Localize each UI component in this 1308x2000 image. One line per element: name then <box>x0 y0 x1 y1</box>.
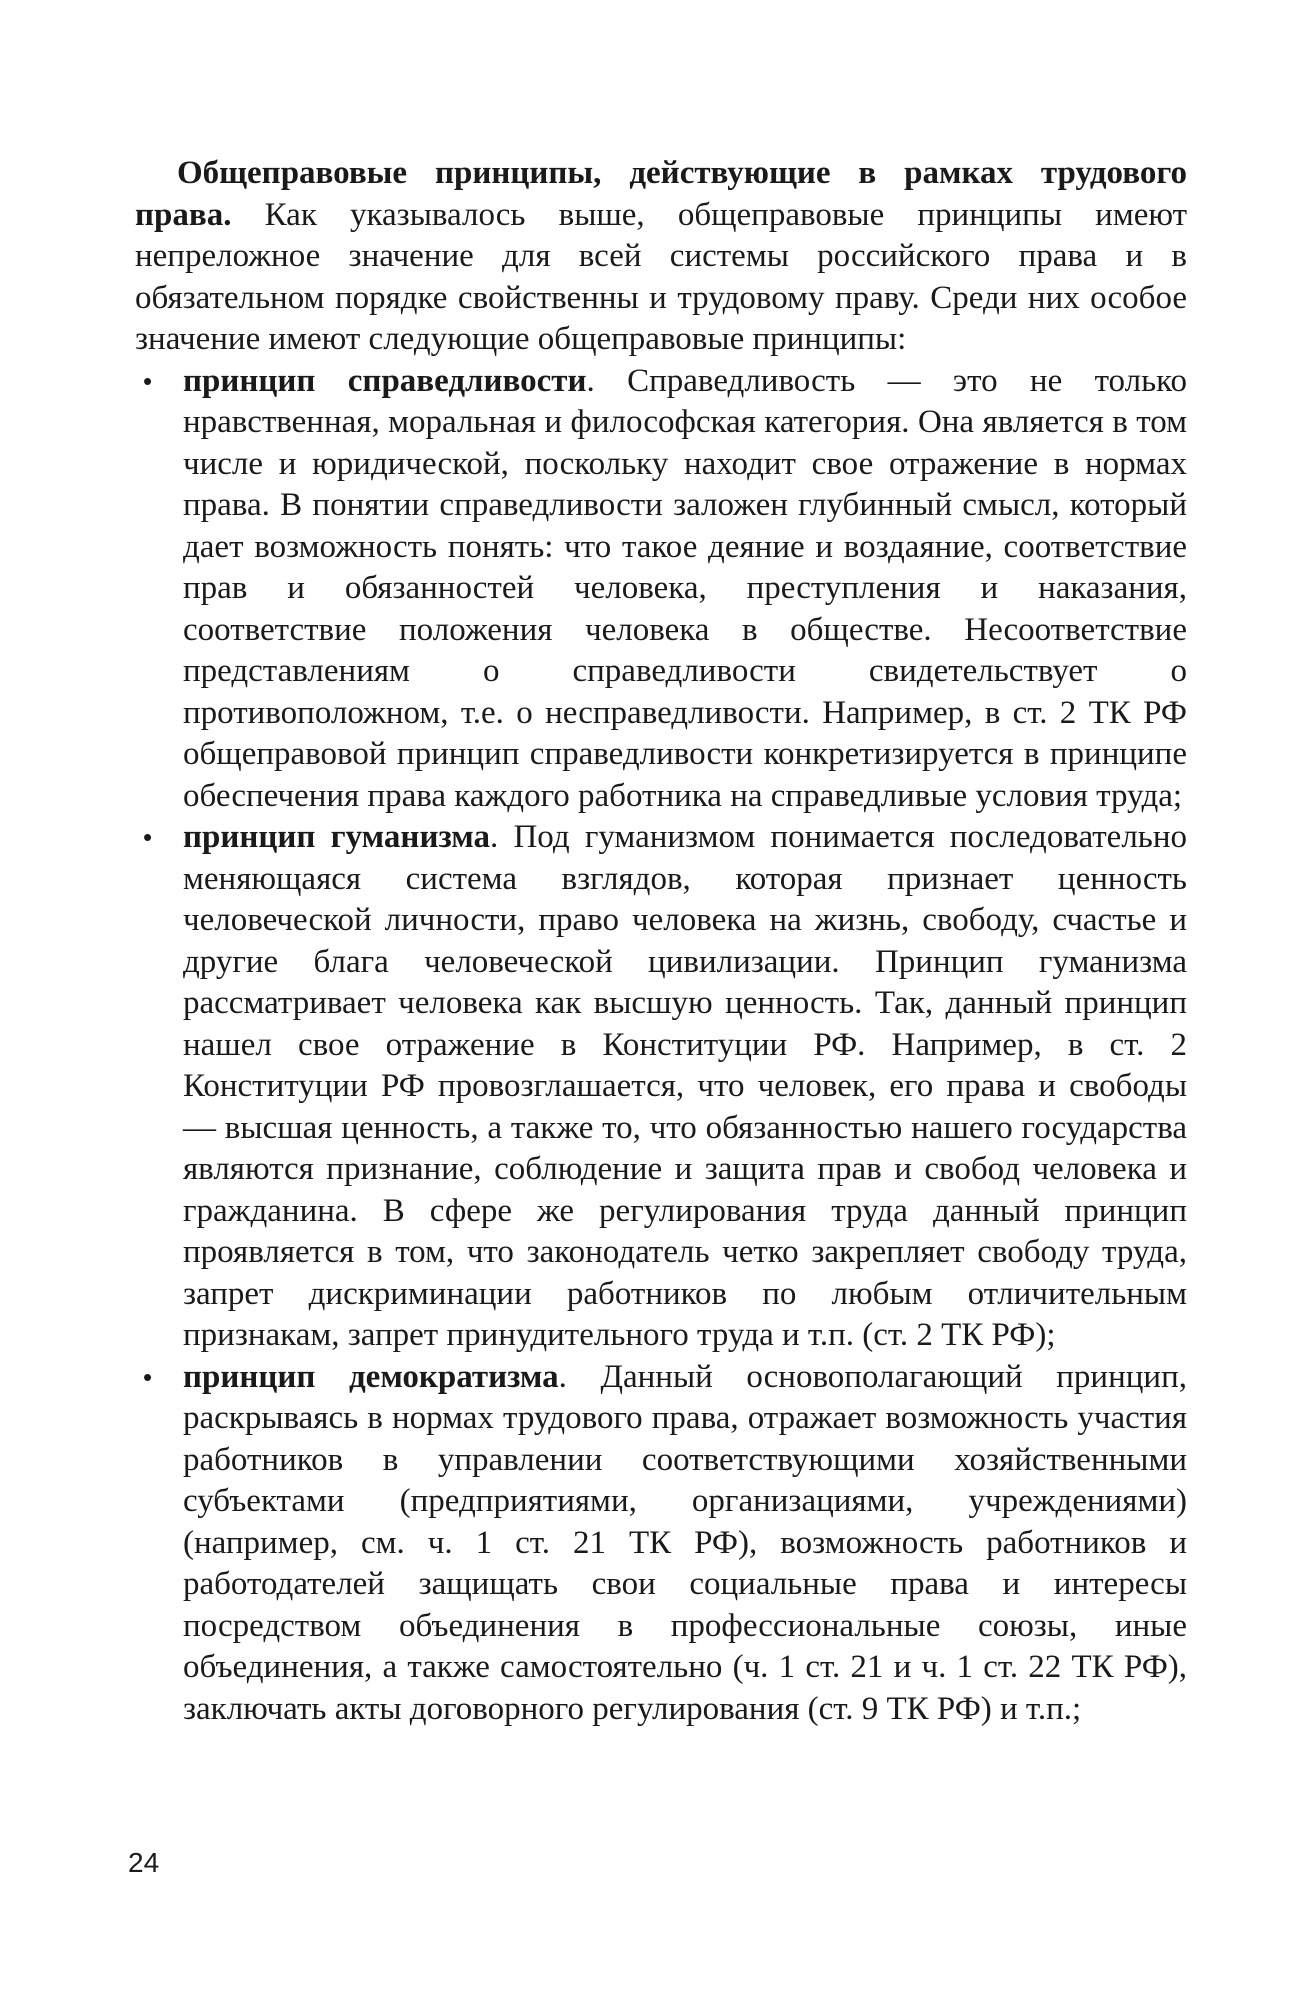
body-text <box>135 153 1187 1730</box>
principles-list <box>135 361 1187 1731</box>
intro-text: Как указывалось выше, общеправовые принципы имеют непреложное значение для всей системы российского права и в обязательном порядке свойственны и трудовому праву. Среди них особое значение имеют следующие общеправовые принципы: <box>135 196 1187 357</box>
principle-term: принцип справедливости <box>183 362 587 399</box>
principle-term: принцип демократизма <box>183 1358 559 1395</box>
list-item <box>135 1357 1187 1731</box>
intro-paragraph <box>135 153 1187 361</box>
principle-text: . Данный основополагающий принцип, раскрываясь в нормах трудового права, отражает возможность участия работников в управлении соответствующими хозяйственными субъектами (предприятиями, организациями, учреждениями) (например, см. ч. 1 ст. 21 ТК РФ), возможность работников и работодателей защищать свои социальные права и интересы посредством объединения в профессиональные союзы, иные объединения, а также самостоятельно (ч. 1 ст. 21 и ч. 1 ст. 22 ТК РФ), заключать акты договорного регулирования (ст. 9 ТК РФ) и т.п.; <box>183 1358 1187 1727</box>
bullet-icon: • <box>143 1361 153 1392</box>
principle-text: . Под гуманизмом понимается последовательно меняющаяся система взглядов, которая признает ценность человеческой личности, право человека на жизнь, свободу, счастье и другие блага человеческой цивилизации. Принцип гуманизма рассматривает человека как высшую ценность. Так, данный принцип нашел свое отражение в Конституции РФ. Например, в ст. 2 Конституции РФ провозглашается, что человек, его права и свободы — высшая ценность, а также то, что обязанностью нашего государства являются признание, соблюдение и защита прав и свобод человека и гражданина. В сфере же регулирования труда данный принцип проявляется в том, что законодатель четко закрепляет свободу труда, запрет дискриминации работников по любым отличительным признакам, запрет принудительного труда и т.п. (ст. 2 ТК РФ); <box>183 819 1188 1353</box>
bullet-icon: • <box>143 822 153 852</box>
list-item <box>135 817 1187 1357</box>
section-heading: Общеправовые принципы, действующие в рамках трудового права. <box>135 155 1187 233</box>
page-number: 24 <box>128 1847 160 1878</box>
principle-text: . Справедливость — это не только нравственная, моральная и философская категория. Она является в том числе и юридической, поскольку находит свое отражение в нормах права. В понятии справедливости заложен глубинный смысл, который дает возможность понять: что такое деяние и воздаяние, соответствие прав и обязанностей человека, преступления и наказания, соответствие положения человека в обществе. Несоответствие представлениям о справедливости свидетельствует о противоположном, т.е. о несправедливости. Например, в ст. 2 ТК РФ общеправовой принцип справедливости конкретизируется в принципе обеспечения права каждого работника на справедливые условия труда; <box>183 362 1187 814</box>
bullet-icon: • <box>143 365 153 396</box>
principle-term: принцип гуманизма <box>183 819 491 855</box>
list-item <box>135 361 1187 818</box>
